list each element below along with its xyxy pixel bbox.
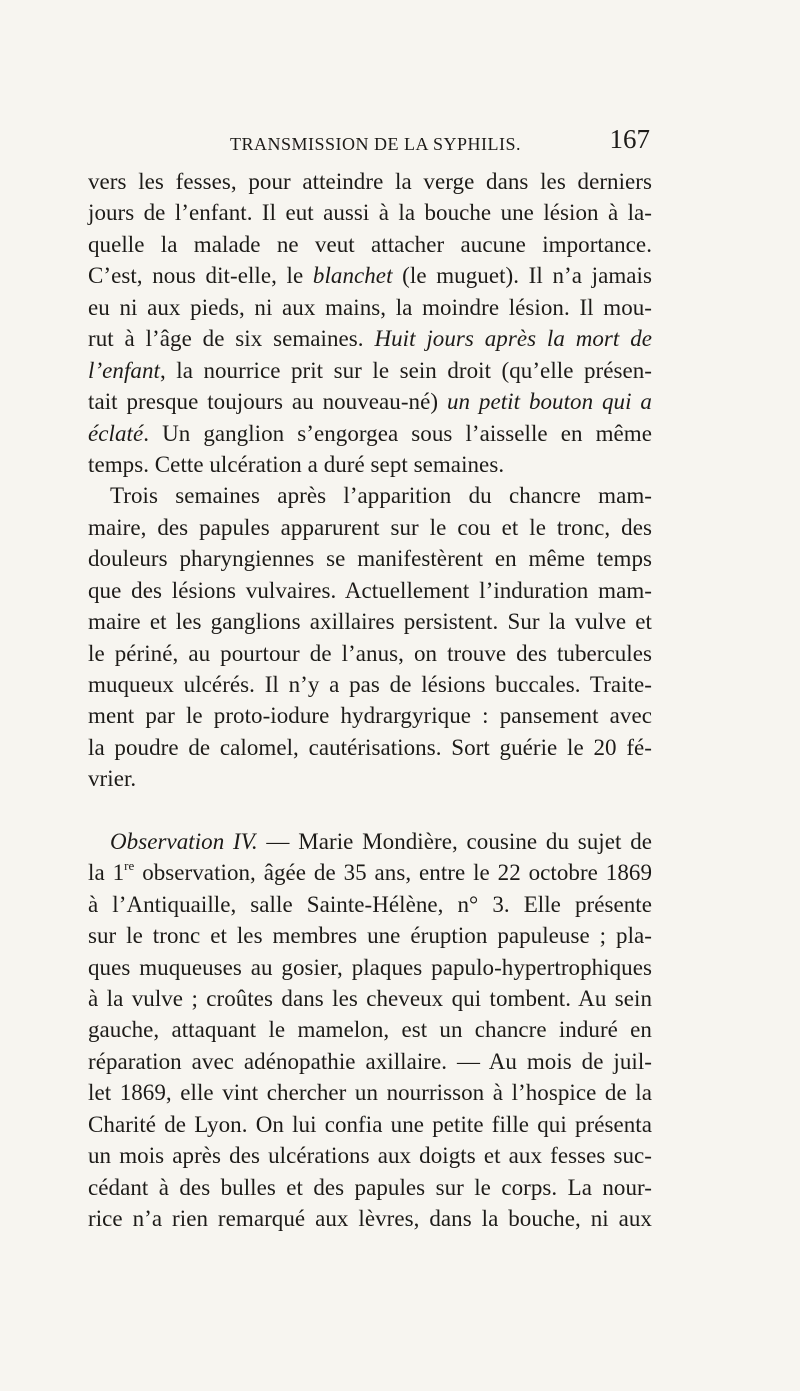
text-line (88, 857, 652, 888)
italic-phrase: blanchet (312, 263, 393, 289)
line-text: à l’Antiquaille, salle Sainte-Hélène, n° 3. Elle présente (88, 891, 652, 917)
page-number: 167 (609, 124, 650, 154)
line-text: , la nourrice prit sur le sein droit (qu’elle présen- (159, 357, 652, 383)
text-line (88, 826, 652, 857)
text-line (88, 889, 652, 920)
italic-phrase: éclaté (88, 420, 144, 446)
text-line (88, 260, 652, 291)
line-text: cédant à des bulles et des papules sur le corps. La nour- (88, 1174, 652, 1200)
line-text: eu ni aux pieds, ni aux mains, la moindre lésion. Il mou- (88, 294, 652, 320)
text-paragraph (88, 166, 652, 480)
text-line (88, 606, 652, 637)
running-head (88, 124, 652, 162)
line-text: temps. Cette ulcération a duré sept semaines. (88, 451, 505, 477)
text-line (88, 418, 652, 449)
text-line (88, 732, 652, 763)
line-text: rice n’a rien remarqué aux lèvres, dans la bouche, ni aux (88, 1206, 652, 1231)
text-line (88, 543, 652, 574)
line-text: Trois semaines après l’apparition du chancre mam- (110, 483, 652, 509)
line-text: le périné, au pourtour de l’anus, on trouve des tubercules (88, 640, 652, 666)
line-text: quelle la malade ne veut attacher aucune importance. (88, 231, 652, 257)
text-line (88, 1172, 652, 1203)
text-line (88, 166, 652, 197)
body-text (88, 166, 652, 1234)
text-line (88, 386, 652, 417)
text-line (88, 1109, 652, 1140)
line-text: let 1869, elle vint chercher un nourrisson à l’hospice de la (88, 1080, 652, 1106)
line-text: sur le tronc et les membres une éruption papuleuse ; pla- (88, 923, 652, 949)
italic-phrase: l’enfant (88, 357, 160, 383)
italic-phrase: Observation IV. (110, 828, 258, 854)
text-line (88, 920, 652, 951)
text-line (88, 952, 652, 983)
line-text: — Marie Mondière, cousine du sujet de (257, 828, 653, 854)
line-text: C’est, nous dit-elle, le (88, 263, 313, 289)
observation-paragraph (88, 826, 652, 1235)
line-text: maire, des papules apparurent sur le cou et le tronc, des (88, 514, 652, 540)
line-text: douleurs pharyngiennes se manifestèrent en même temps (88, 546, 652, 572)
text-line (88, 1014, 652, 1045)
text-line (88, 983, 652, 1014)
line-text: ques muqueuses au gosier, plaques papulo-hypertrophiques (88, 954, 652, 980)
paragraph-gap (88, 795, 652, 826)
italic-phrase: un petit bouton qui a (446, 389, 652, 415)
line-text: gauche, attaquant le mamelon, est un chancre induré en (88, 1017, 652, 1043)
text-paragraph (88, 480, 652, 794)
line-text: à la vulve ; croûtes dans les cheveux qui tombent. Au sein (88, 985, 652, 1011)
text-line (88, 323, 652, 354)
line-text: (le muguet). Il n’a jamais (392, 263, 652, 289)
line-text: la poudre de calomel, cautérisations. Sort guérie le 20 fé- (88, 734, 652, 760)
line-text: . Un ganglion s’engorgea sous l’aisselle en même (143, 420, 652, 446)
line-text: maire et les ganglions axillaires persistent. Sur la vulve et (88, 609, 652, 635)
line-text: réparation avec adénopathie axillaire. — Au mois de juil- (88, 1048, 652, 1074)
text-line (88, 197, 652, 228)
text-line (88, 700, 652, 731)
line-text: Charité de Lyon. On lui confia une petite fille qui présenta (88, 1111, 652, 1137)
superscript: re (124, 858, 135, 874)
line-text: la 1 (88, 860, 125, 886)
text-line (88, 669, 652, 700)
text-line (88, 1046, 652, 1077)
line-text: ment par le proto-iodure hydrargyrique : pansement avec (88, 703, 652, 729)
text-line (88, 1203, 652, 1234)
italic-phrase: Huit jours après la mort de (374, 326, 652, 352)
text-line (88, 763, 652, 794)
text-line (88, 229, 652, 260)
text-line (88, 1140, 652, 1171)
text-line (88, 355, 652, 386)
line-text: observation, âgée de 35 ans, entre le 22 octobre 1869 (134, 860, 652, 886)
text-line (88, 512, 652, 543)
line-text: rut à l’âge de six semaines. (88, 326, 375, 352)
text-line (88, 638, 652, 669)
line-text: vers les fesses, pour atteindre la verge dans les derniers (88, 169, 652, 194)
line-text: un mois après des ulcérations aux doigts et aux fesses suc- (88, 1143, 652, 1169)
line-text: vrier. (88, 766, 137, 792)
line-text: jours de l’enfant. Il eut aussi à la bouche une lésion à la- (88, 200, 652, 226)
line-text: que des lésions vulvaires. Actuellement l’induration mam- (88, 577, 652, 603)
text-line (88, 449, 652, 480)
text-line (88, 480, 652, 511)
running-title: TRANSMISSION DE LA SYPHILIS. (230, 134, 522, 154)
text-line (88, 1077, 652, 1108)
line-text: muqueux ulcérés. Il n’y a pas de lésions buccales. Traite- (88, 672, 652, 697)
text-line (88, 575, 652, 606)
line-text: tait presque toujours au nouveau-né) (88, 389, 447, 415)
text-line (88, 292, 652, 323)
